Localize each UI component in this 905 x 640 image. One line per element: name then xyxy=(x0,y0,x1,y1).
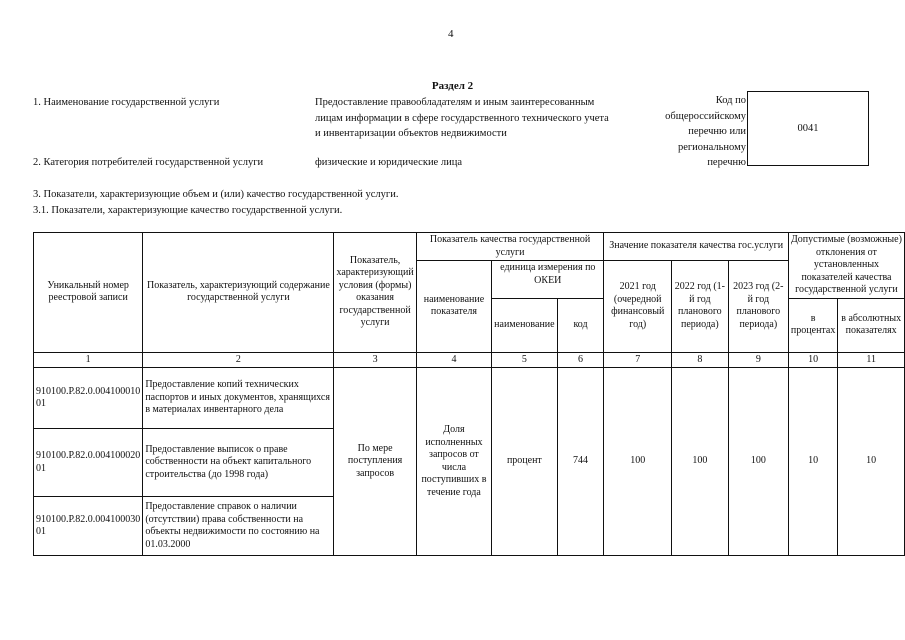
service-content: Предоставление копий технических паспортов и иных документов, хранящихся в материалах инвентарного дела xyxy=(143,368,334,429)
header-year-2022: 2022 год (1-й год планового периода) xyxy=(671,261,728,353)
header-unit-okei: единица измерения по ОКЕИ xyxy=(492,261,604,299)
indicators-heading: 3. Показатели, характеризующие объем и (или) качество государственной услуги. xyxy=(33,189,399,200)
column-number: 4 xyxy=(416,352,491,368)
header-unit-name: наименование xyxy=(492,298,557,352)
indicator-name-cell: Доля исполненных запросов от числа поступивших в течение года xyxy=(416,368,491,556)
value-2023-cell: 100 xyxy=(728,368,788,556)
registry-code: 910100.Р.82.0.004100020 01 xyxy=(34,429,143,497)
column-number-row xyxy=(34,352,905,368)
quality-heading: 3.1. Показатели, характеризующие качество государственной услуги. xyxy=(33,205,343,216)
header-conditions-indicator: Показатель, характеризующий условия (формы) оказания государственной услуги xyxy=(334,233,416,353)
deviation-percent-cell: 10 xyxy=(788,368,837,556)
header-unit-code: код xyxy=(557,298,604,352)
service-content: Предоставление выписок о праве собственности на объект капитального строительства (до 1998 года) xyxy=(143,429,334,497)
header-indicator-name: наименование показателя xyxy=(416,261,491,353)
code-value: 0041 xyxy=(797,123,819,134)
section-title: Раздел 2 xyxy=(431,80,474,92)
column-number: 6 xyxy=(557,352,604,368)
unit-code-cell: 744 xyxy=(557,368,604,556)
header-quality-indicator: Показатель качества государственной услуги xyxy=(416,233,604,261)
quality-indicators-table xyxy=(33,232,905,556)
header-unique-number: Уникальный номер реестровой записи xyxy=(34,233,143,353)
column-number: 8 xyxy=(671,352,728,368)
column-number: 5 xyxy=(492,352,557,368)
column-number: 9 xyxy=(728,352,788,368)
registry-code: 910100.Р.82.0.004100010 01 xyxy=(34,368,143,429)
column-number: 3 xyxy=(334,352,416,368)
header-value-group: Значение показателя качества гос.услуги xyxy=(604,233,788,261)
condition-cell: По мере поступления запросов xyxy=(334,368,416,556)
service-content: Предоставление справок о наличии (отсутствии) права собственности на объекты недвижимости по состоянию на 01.03.2000 xyxy=(143,497,334,556)
column-number: 2 xyxy=(143,352,334,368)
code-label: Код по общероссийскому перечню или региональному перечню xyxy=(665,95,746,168)
column-number: 1 xyxy=(34,352,143,368)
unit-name-cell: процент xyxy=(492,368,557,556)
column-number: 10 xyxy=(788,352,837,368)
column-number: 7 xyxy=(604,352,672,368)
code-value-box xyxy=(747,91,869,166)
consumers-label: 2. Категория потребителей государственной услуги xyxy=(33,157,264,168)
value-2021-cell: 100 xyxy=(604,368,672,556)
service-name-label: 1. Наименование государственной услуги xyxy=(33,97,220,108)
consumers-value: физические и юридические лица xyxy=(315,157,462,168)
deviation-absolute-cell: 10 xyxy=(838,368,905,556)
header-year-2021: 2021 год (очередной финансовый год) xyxy=(604,261,672,353)
header-in-percent: в процентах xyxy=(788,298,837,352)
header-content-indicator: Показатель, характеризующий содержание государственной услуги xyxy=(143,233,334,353)
column-number: 11 xyxy=(838,352,905,368)
service-name-value: Предоставление правообладателям и иным заинтересованным лицам информации в сфере государственного технического учета и инвентаризации объектов недвижимости xyxy=(315,97,609,139)
table-row xyxy=(34,368,905,429)
header-in-absolute: в абсолютных показателях xyxy=(838,298,905,352)
header-year-2023: 2023 год (2-й год планового периода) xyxy=(728,261,788,353)
header-deviations: Допустимые (возможные) отклонения от установленных показателей качества государственной услуги xyxy=(788,233,904,299)
registry-code: 910100.Р.82.0.004100030 01 xyxy=(34,497,143,556)
value-2022-cell: 100 xyxy=(671,368,728,556)
page-number: 4 xyxy=(448,28,454,40)
